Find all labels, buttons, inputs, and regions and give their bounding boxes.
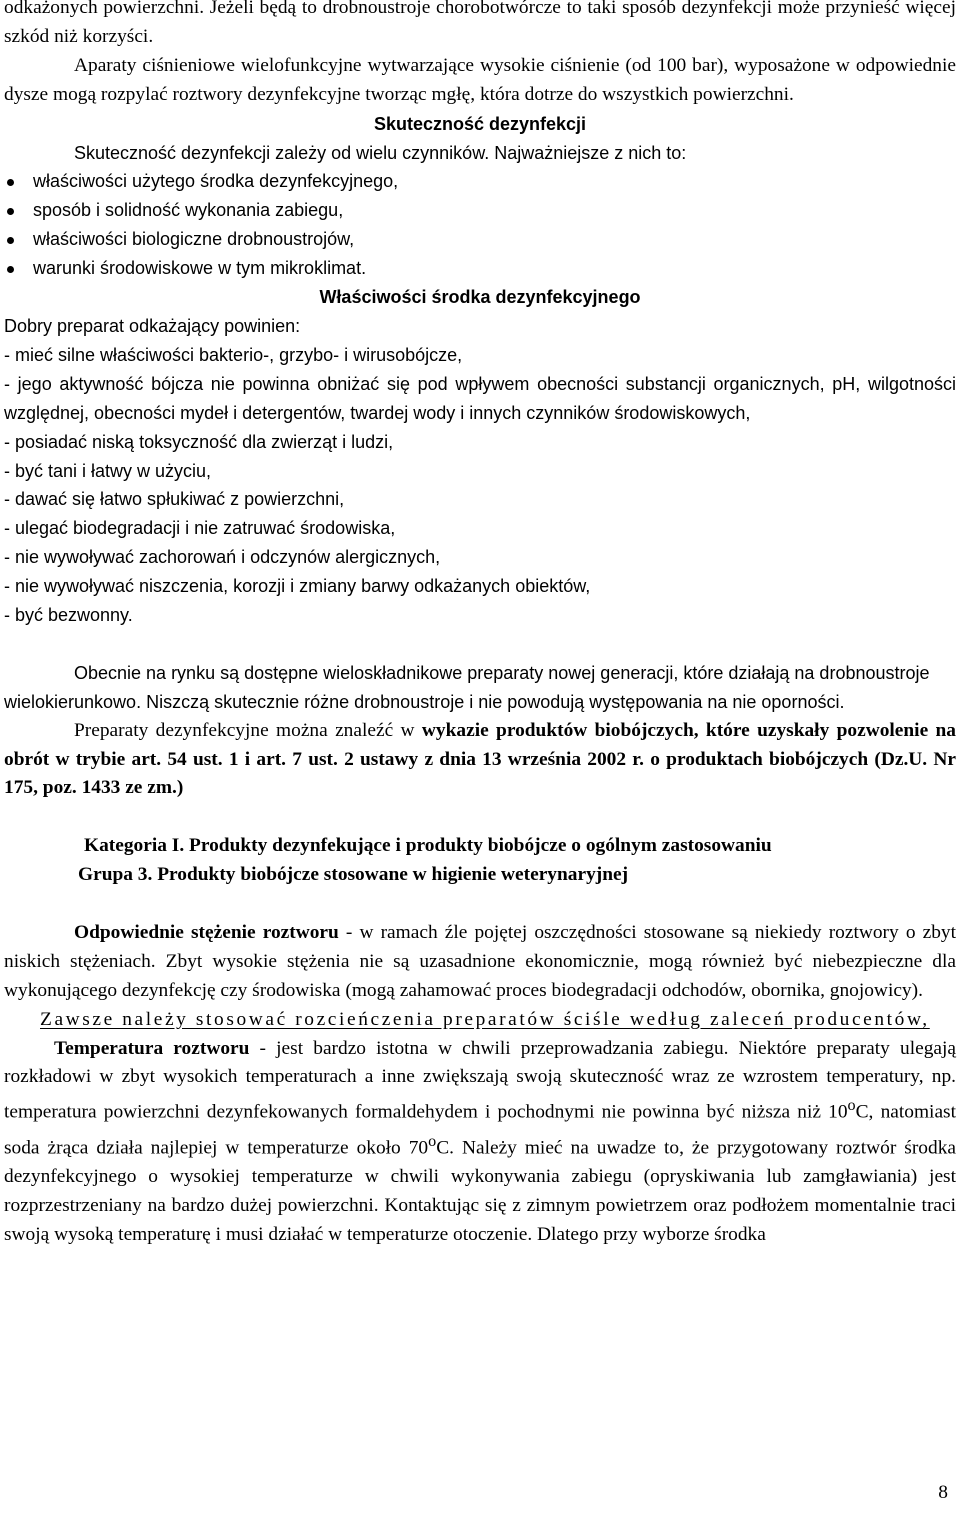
paragraph-market: Obecnie na rynku są dostępne wieloskładnikowe preparaty nowej generacji, które działają na drobnoustroje wielokierunkowo. Niszczą skutecznie różne drobnoustroje i nie powodują występowania na nie oporności. (4, 662, 930, 712)
list-item: - być bezwonny. (4, 605, 133, 626)
list-item: właściwości użytego środka dezynfekcyjnego, (4, 167, 956, 196)
list-item: - nie wywoływać niszczenia, korozji i zmiany barwy odkażanych obiektów, (4, 576, 591, 597)
concentration-text: - w ramach źle pojętej oszczędności stosowane są niekiedy roztwory o zbyt niskich stężeniach. Zbyt wysokie stężenia nie są uzasadnione ekonomicznie, mogą również być niebezpieczne dla wykonującego dezynfekcję czy środowiska (mogą zahamować proces biodegradacji odchodów, obornika, gnojowicy). (4, 921, 956, 1001)
registry-lead-text: Preparaty dezynfekcyjne można znaleźć w (74, 719, 422, 741)
heading-effectiveness: Skuteczność dezynfekcji (373, 113, 587, 134)
concentration-term: Odpowiednie stężenie roztworu (74, 921, 339, 943)
list-item: - ulegać biodegradacji i nie zatruwać środowiska, (4, 518, 396, 539)
effectiveness-intro: Skuteczność dezynfekcji zależy od wielu czynników. Najważniejsze z nich to: (74, 142, 687, 163)
paragraph-intro: odkażonych powierzchni. Jeżeli będą to drobnoustroje chorobotwórcze to taki sposób dezynfekcji może przynieść więcej szkód niż korzyści. (4, 0, 956, 47)
list-item: - posiadać niską toksyczność dla zwierząt i ludzi, (4, 431, 394, 452)
spacer (4, 630, 956, 659)
temperature-text-a: - jest bardzo istotna w chwili przeprowadzania zabiegu. Niektóre preparaty ulegają rozkładowi w zbyt wysokich temperaturach a inne zwiększają swoją skuteczność wraz ze wzrostem temperatury, np. temperatura powierzchni dezynfekowanych formaldehydem i pochodnymi nie powinna być niższa niż 10 (4, 1037, 956, 1123)
properties-intro: Dobry preparat odkażający powinien: (4, 315, 301, 336)
list-item: właściwości biologiczne drobnoustrojów, (4, 225, 956, 254)
degree-sup: o (847, 1097, 856, 1115)
paragraph-concentration (4, 919, 956, 1006)
list-item: - jego aktywność bójcza nie powinna obniżać się pod wpływem obecności substancji organicznych, pH, wilgotności względnej, obecności mydeł i detergentów, twardej wody i innych czynników środowiskowych, (4, 373, 956, 423)
temperature-text-b: C, natomiast soda żrąca działa najlepiej w temperaturze około 70 (4, 1101, 956, 1159)
list-item: - mieć silne właściwości bakterio-, grzybo- i wirusobójcze, (4, 344, 463, 365)
degree-sup: o (428, 1132, 437, 1150)
list-item: - dawać się łatwo spłukiwać z powierzchni, (4, 489, 345, 510)
spacer (4, 890, 956, 919)
list-item: - być tani i łatwy w użyciu, (4, 460, 212, 481)
temperature-text-c: C. Należy mieć na uwadze to, że przygotowany roztwór środka dezynfekcyjnego o wysokiej temperaturze w chwili wykonywania zabiegu (opryskiwania lub zamgławiania) jest rozprzestrzeniany na bardzo dużej powierzchni. Kontaktując się z zimnym powietrzem oraz podłożem momentalnie traci swoją wysoką temperaturę i musi działać w temperaturze otoczenie. Dlatego przy wyborze środka (4, 1137, 956, 1245)
page-number: 8 (938, 1482, 948, 1503)
list-item: sposób i solidność wykonania zabiegu, (4, 196, 956, 225)
document-page (4, 0, 956, 1250)
heading-properties: Właściwości środka dezynfekcyjnego (319, 287, 641, 308)
effectiveness-factors-list (4, 167, 956, 283)
concentration-rule: Zawsze należy stosować rozcieńczenia preparatów ściśle według zaleceń producentów, (40, 1008, 930, 1030)
group-heading: Grupa 3. Produkty biobójcze stosowane w higienie weterynaryjnej (78, 864, 629, 886)
list-item: - nie wywoływać zachorowań i odczynów alergicznych, (4, 547, 441, 568)
category-heading: Kategoria I. Produkty dezynfekujące i produkty biobójcze o ogólnym zastosowaniu (84, 835, 772, 857)
paragraph-registry (4, 717, 956, 804)
properties-list (4, 341, 956, 630)
paragraph-pressure-devices: Aparaty ciśnieniowe wielofunkcyjne wytwarzające wysokie ciśnienie (od 100 bar), wyposażone w odpowiednie dysze mogą rozpylać roztwory dezynfekcyjne tworząc mgłę, która dotrze do wszystkich powierzchni. (4, 54, 956, 105)
list-item: warunki środowiskowe w tym mikroklimat. (4, 254, 956, 283)
paragraph-temperature (4, 1035, 956, 1250)
spacer (4, 803, 956, 832)
registry-reference: wykazie produktów biobójczych, które uzyskały pozwolenie na obrót w trybie art. 54 ust. 1 i art. 7 ust. 2 ustawy z dnia 13 września 2002 r. o produktach biobójczych (Dz.U. Nr 175, poz. 1433 ze zm.) (4, 719, 957, 799)
temperature-term: Temperatura roztworu (54, 1037, 250, 1059)
concentration-rule-line (4, 1006, 956, 1035)
